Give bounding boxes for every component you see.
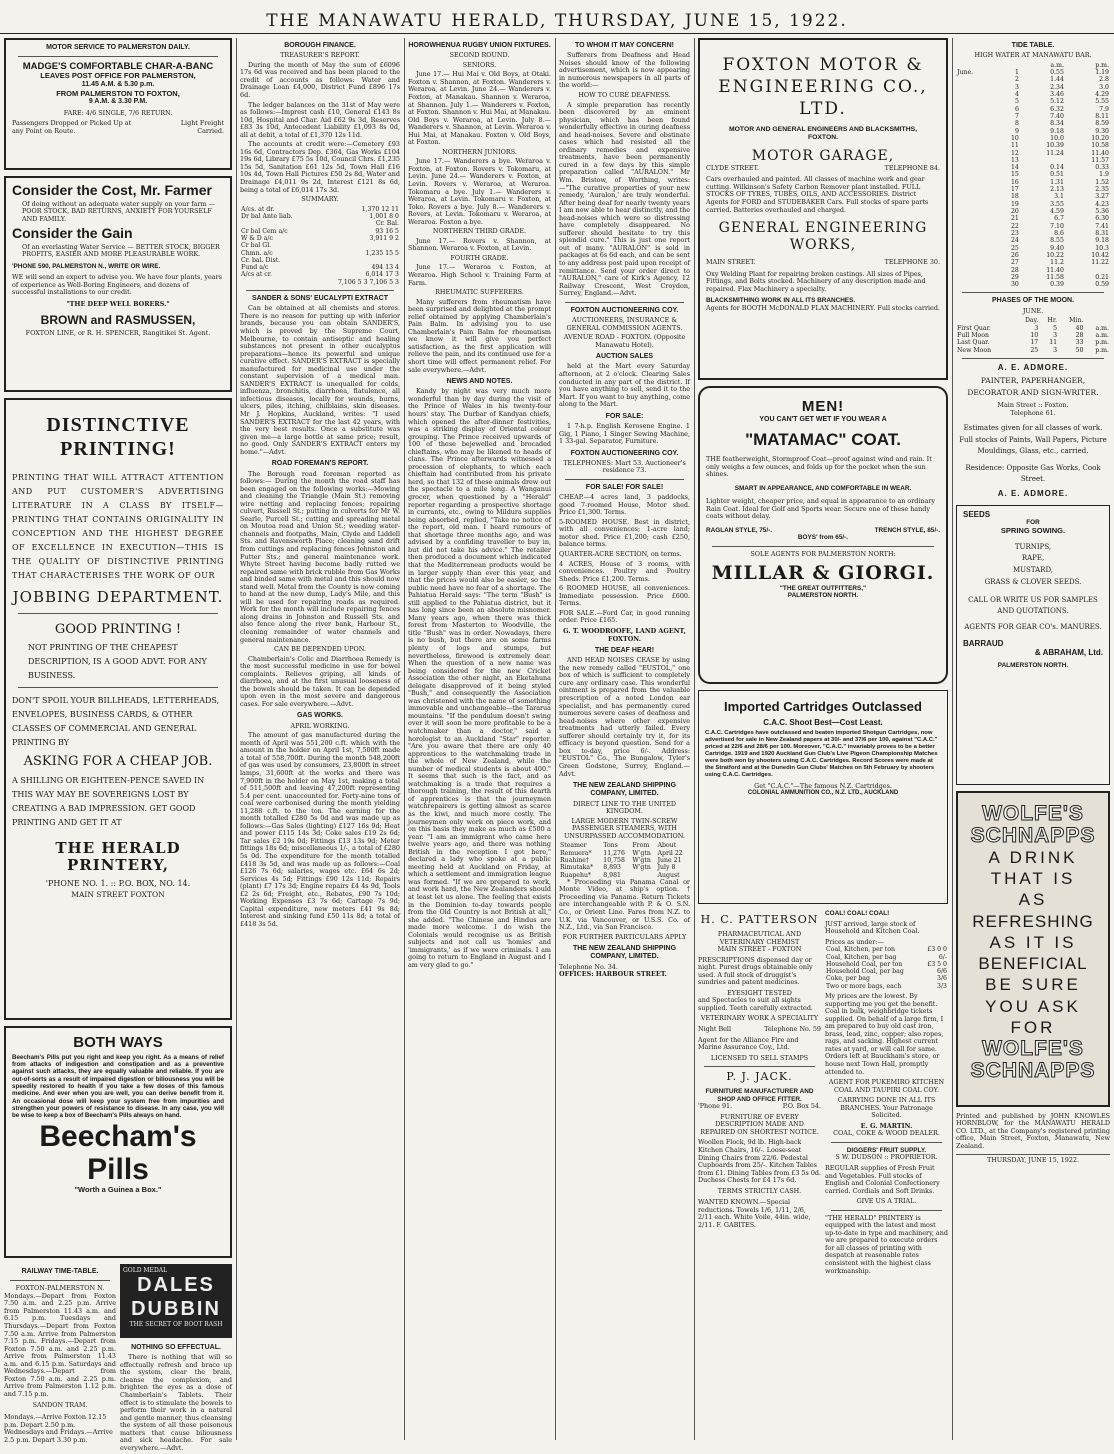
tide-am: 6.32 bbox=[1050, 105, 1064, 113]
cartridges-ad: Imported Cartridges Outclassed C.A.C. Shoot Best—Cost Least. C.A.C. Cartridges have outclassed and beaten imported Shotgun Cartridges, now advertised for sale in New Zealand papers at 30/- and 37/6 per 100, against "C.A.C." priced at 22/6 and 28/6 per 100. Moreover, "C.A.C." invariably proves to be a better Cartridge. 1919 and 1920 Auckland Gun Club's Live Pigeon Championship Matches were both won by shooters using C.A.C. Cartridges. Record Scores were made at the Stratford and at the Dunedin Gun Clubs' Matches on 5th February by shooters using C.A.C. Cartridges. Get "C.A.C."—The famous N.Z. Cartridges. COLONIAL AMMUNITION CO., N.Z. LTD., AUCKLAND bbox=[698, 690, 948, 904]
tide-pm: 5.55 bbox=[1095, 98, 1109, 106]
tide-row bbox=[956, 120, 1110, 127]
tide-month bbox=[956, 150, 997, 157]
tide-row bbox=[956, 252, 1110, 259]
tide-day: 30 bbox=[1011, 281, 1019, 289]
tide-day: 26 bbox=[1011, 251, 1019, 259]
summary-row bbox=[240, 279, 400, 286]
tide-day: 11 bbox=[1011, 142, 1019, 150]
coal-item: Coal, Kitchen, per ton bbox=[826, 946, 895, 954]
tide-month bbox=[956, 179, 997, 186]
tide-day: 12 bbox=[1011, 149, 1019, 157]
tide-month bbox=[956, 98, 997, 105]
dales-dubbin-ad: GOLD MEDAL DALES DUBBIN THE SECRET OF BOOT RASH bbox=[120, 1264, 232, 1338]
moon-phase: First Quar. bbox=[957, 324, 991, 332]
shipping-cell: July 8 bbox=[657, 864, 676, 872]
tide-am: 1.31 bbox=[1050, 178, 1064, 186]
for-sale-item: QUARTER-ACRE SECTION, on terms. bbox=[559, 550, 682, 559]
tide-day: 17 bbox=[1011, 186, 1019, 194]
coal-row bbox=[825, 946, 948, 953]
coal-item: Coke, per bag bbox=[826, 975, 870, 983]
tide-am: 6.7 bbox=[1054, 215, 1064, 223]
matamac-coat-ad: MEN! YOU CAN'T GET WET IF YOU WEAR A "MATAMAC" COAT. THE featherweight, Stormproof Coat—proof against wind and rain. It only weighs a few ounces, and folds up for the pocket when the sun shines. SMART IN APPEARANCE, AND COMFORTABLE IN WEAR. Lighter weight, cheaper price, and equal in appearance to an ordinary Rain Coat. Ideal for Golf and Sports wear. Secure one of these handy coats without delay. RAGLAN STYLE, 75/-. TRENCH STYLE, 85/-. BOYS' from 65/-. SOLE AGENTS FOR PALMERSTON NORTH: MILLAR & GIORGI. "THE GREAT OUTFITTERS," PALMERSTON NORTH. bbox=[698, 386, 948, 684]
tide-am: 11.24 bbox=[1046, 149, 1064, 157]
tide-am: 10.0 bbox=[1050, 134, 1064, 142]
tide-am: 9.18 bbox=[1050, 127, 1064, 135]
moon-ampm: p.m. bbox=[1095, 339, 1109, 347]
tide-pm: 8.31 bbox=[1095, 229, 1109, 237]
tide-row bbox=[956, 98, 1110, 105]
summary-label: Cr. bal. Dist. bbox=[241, 256, 281, 264]
shipping-cell: Remuera* bbox=[560, 849, 592, 857]
tide-day: 18 bbox=[1011, 193, 1019, 201]
summary-value: 93 16 5 bbox=[375, 227, 399, 235]
tide-day: 27 bbox=[1011, 259, 1019, 267]
summary-row bbox=[240, 250, 400, 257]
column-rule bbox=[952, 38, 953, 1440]
shipping-cell: W'gtn bbox=[632, 864, 651, 872]
column-1: MOTOR SERVICE TO PALMERSTON DAILY. MADGE'S COMFORTABLE CHAR-A-BANC LEAVES POST OFFICE FOR PALMERSTON, 11.45 A.M. & 5.30 p.m. FROM PALMERSTON TO FOXTON, 9 A.M. & 3.30 P.M. FARE: 4/6 SINGLE, 7/6 RETURN. Passengers Dropped or Picked Up at any Point on Route. Light Freight Carried. Consider the Cost, Mr. Farmer Of doing without an adequate water supply on your farm — POOR STOCK, BAD RETURNS, ANXIETY FOR YOURSELF AND FAMILY. Consider the Gain Of an everlasting Water Service — BETTER STOCK, BIGGER PROFITS, EASIER AND MORE PLEASURABLE WORK. 'PHONE 590, PALMERSTON N., WRITE OR WIRE. WE will send an expert to advise you. We have four plants, years of experience as Well-Boring Engineers, and dozens of successful installations to our credit. "THE DEEP WELL BORERS." BROWN and RASMUSSEN, FOXTON LINE, or R. H. SPENCER, Rangitikei St. Agent. DISTINCTIVE PRINTING! PRINTING THAT WILL ATTRACT ATTENTION AND PUT CUSTOMER'S ADVERTISING LITERATURE IN A CLASS BY ITSELF—PRINTING THAT CONTAINS ORIGINALITY IN CONCEPTION AND THE HIGHEST DEGREE OF EXCELLENCE IN EXECUTION—THIS IS THE QUALITY OF DISTINCTIVE PRINTING THAT CHARACTERISES THE WORK OF OUR JOBBING DEPARTMENT. GOOD PRINTING ! NOT PRINTING OF THE CHEAPEST DESCRIPTION, IS A GOOD ADVT. FOR ANY BUSINESS. DON'T SPOIL YOUR BILLHEADS, LETTERHEADS, ENVELOPES, BUSINESS CARDS, & OTHER CLASSES OF COMMERCIAL AND GENERAL PRINTING BY ASKING FOR A CHEAP JOB. A SHILLING OR EIGHTEEN-PENCE SAVED IN THIS WAY MAY BE SOVEREIGNS LOST BY CREATING A BAD IMPRESSION. GET GOOD PRINTING AND GET IT AT THE HERALD PRINTERY, 'PHONE NO. 1. :: P.O. BOX, NO. 14. MAIN STREET FOXTON BOTH WAYS Beecham's Pills put you right and keep you right. As a means of relief from attacks of indigestion and constipation and as a preventive against such attacks, they are equally valuable and reliable. If you are out-of-sorts as a result of impaired digestion or biliousness you will be speedily restored to health if you take a few doses of this famous medicine. And ever when you are well, you can derive benefit from it. An occasional dose will keep your system free from impurities and strengthen your powers of resistance to disease. In any case, you will be wise to keep a box of Beecham's Pills always on hand. Beecham's Pills "Worth a Guinea a Box." RAILWAY TIME-TABLE. FOXTON-PALMERSTON N. Mondays.—Depart from Foxton 7.50 a.m. and 2.25 p.m. Arrive from Palmerston 11.43 a.m. and 6.15 p.m. Tuesdays and Thursdays.—Depart from Foxton 7.50 a.m. Arrive from Palmerston 7.15 p.m. Fridays.—Depart from Foxton 7.50 a.m. and 2.25 p.m. Arrive from Palmerston 11.43 a.m. and 6.15 p.m. Saturdays and Wednesdays.—Depart from Foxton 7.50 a.m. and 2.25 p.m. Arrive from Palmerston 1.12 p.m. and 7.15 p.m. SANDON TRAM. Mondays.—Arrive Foxton 12.15 p.m. Depart 2.50 p.m. Wednesdays and Fridays.—Arrive 2.5 p.m. Depart 3.30 p.m. GOLD MEDAL DALES DUBBIN THE SECRET OF BOOT RASH NOTHING SO EFFECTUAL. There is nothing that will so effectually refresh and brace up the system, clear the brain, cleanse the complexion, and brighten the eyes as a dose of Chamberlain's Tablets. Their effect is to stimulate the bowels to perform their work in a natural and gentle manner, thus cleansing the system of all those poisonous matters that cause biliousness and sick headache. For sale everywhere.—Advt. bbox=[4, 38, 232, 1440]
wolfes-schnapps-ad: WOLFE'S SCHNAPPS A DRINK THAT IS AS REFRESHING AS IT IS BENEFICIAL BE SURE YOU ASK FOR WOLFE'S SCHNAPPS bbox=[956, 791, 1110, 1107]
summary-value: Cr. Bal. bbox=[375, 220, 399, 228]
tide-pm: 10.20 bbox=[1091, 134, 1109, 142]
tide-month bbox=[956, 76, 997, 83]
coal-item: Two or more bags, each bbox=[826, 982, 902, 990]
shipping-row bbox=[559, 864, 690, 871]
tide-pm bbox=[1065, 267, 1110, 274]
imprint: Printed and published by JOHN KNOWLES HORNBLOW, for the MANAWATU HERALD CO. LTD., at the Company's registered printing office, Main Street, Foxton, Manawatu, New Zealand. bbox=[956, 1111, 1110, 1150]
for-sale-item: 5-ROOMED HOUSE. Best in district, with all conveniences; 1-acre land; motor shed. Price £1,200; cash £250, balance terms. bbox=[559, 517, 690, 549]
tide-day: 1 bbox=[1014, 69, 1019, 77]
imprint-date: THURSDAY, JUNE 15, 1922. bbox=[956, 1154, 1110, 1165]
tide-month bbox=[956, 171, 997, 178]
tide-day: 25 bbox=[1011, 244, 1019, 252]
tide-day: 10 bbox=[1011, 134, 1019, 142]
tide-day: 21 bbox=[1011, 215, 1019, 223]
tide-row bbox=[956, 150, 1110, 157]
tide-month bbox=[956, 201, 997, 208]
coal-price: £3 5 0 bbox=[927, 960, 947, 968]
shipping-cell: April 22 bbox=[657, 849, 683, 857]
tide-month bbox=[956, 208, 997, 215]
summary-label: A/cs. at dr. bbox=[241, 205, 275, 213]
shipping-cell: Steamer bbox=[560, 842, 587, 850]
tide-month bbox=[956, 157, 997, 164]
tide-row bbox=[956, 245, 1110, 252]
moon-day: 10 bbox=[1030, 331, 1039, 339]
column-rule bbox=[555, 38, 556, 1440]
diggers-fruit-ad: DIGGERS' FRUIT SUPPLY. S W. DUDSON :: PROPRIETOR. REGULAR supplies of Fresh Fruit and Vegetables. Full stocks of English and Colonial Confectionery carried. Cordials and Soft Drinks. GIVE US A TRIAL. bbox=[825, 1146, 940, 1206]
tide-am: 11.40 bbox=[1046, 266, 1064, 274]
tide-day: 7 bbox=[1014, 112, 1019, 120]
tide-pm: 10.42 bbox=[1091, 251, 1109, 259]
shipping-cell: W'gtn bbox=[632, 856, 651, 864]
moon-phase: New Moon bbox=[957, 346, 992, 354]
shipping-cell: From bbox=[632, 842, 650, 850]
tide-am: 3.55 bbox=[1050, 200, 1064, 208]
tide-row bbox=[956, 171, 1110, 178]
tide-month: June. bbox=[957, 69, 974, 77]
moon-row bbox=[956, 339, 1110, 346]
summary-row bbox=[240, 213, 400, 220]
admore-ad: A. E. ADMORE. PAINTER, PAPERHANGER, DECORATOR AND SIGN-WRITER. Main Street :: Foxton. Telephone 61. Estimates given for all classes of work. Full stocks of Paints, Wall Papers, Picture Mouldings, Glass, etc., carried. Residence: Opposite Gas Works, Cook Street. A. E. ADMORE. bbox=[959, 362, 1107, 499]
coal-ad: COAL! COAL! COAL! JUST arrived, large stock of Household and Kitchen Coal. Prices as under:— Coal, Kitchen, per ton £3 0 0 Coal, Kitchen, per bag 6/- Household Coal, per ton £3 5 0 Household Coal, per bag 6/6 Coke, per bag 3/6 Two or more bags, each 3/3 My prices are the lowest. By supporting me you get the benefit. Coal in bulk, weighbridge tickets supplied. On behalf of a large firm, I am prepared to buy old cast iron, brass, lead, zinc, copper; also ropes, rags, and sacking. Highest current rates at yard, or will call for same. Orders left at Bauckham's store, or house next Town Hall, promptly attended to. AGENT FOR PUKEMIRO KITCHEN COAL AND TAUPIRI COAL COY. CARRYING DONE IN ALL ITS BRANCHES. Your Patronage Solicited. E. G. MARTIN. COAL, COKE & WOOD DEALER. bbox=[825, 910, 947, 1138]
moon-ampm: p.m. bbox=[1095, 346, 1109, 354]
tide-row bbox=[956, 157, 1110, 164]
tide-row bbox=[956, 259, 1110, 266]
tide-day: 3 bbox=[1014, 83, 1019, 91]
shipping-cell: Ruahine† bbox=[560, 856, 590, 864]
moon-row bbox=[956, 347, 1110, 354]
summary-value: 1,235 15 5 bbox=[365, 249, 399, 257]
shipping-row bbox=[559, 842, 690, 849]
moon-row bbox=[956, 332, 1110, 339]
tide-am: 4.59 bbox=[1050, 208, 1064, 216]
tide-month bbox=[956, 274, 997, 281]
tide-day: 20 bbox=[1011, 208, 1019, 216]
tide-pm: 4.23 bbox=[1095, 200, 1109, 208]
summary-row bbox=[240, 257, 400, 264]
tide-pm: 7.9 bbox=[1099, 105, 1109, 113]
tide-am: 8.6 bbox=[1054, 229, 1064, 237]
tide-pm: 9.18 bbox=[1095, 237, 1109, 245]
tide-pm: 8.59 bbox=[1095, 120, 1109, 128]
coal-row bbox=[825, 968, 948, 975]
tide-day: 6 bbox=[1014, 105, 1019, 113]
tide-row bbox=[956, 135, 1110, 142]
shipping-row bbox=[559, 857, 690, 864]
railway-timetable: RAILWAY TIME-TABLE. FOXTON-PALMERSTON N. Mondays.—Depart from Foxton 7.50 a.m. and 2.25 p.m. Arrive from Palmerston 11.43 a.m. and 6.15 p.m. Tuesdays and Thursdays.—Depart from Foxton 7.50 a.m. Arrive from Palmerston 7.15 p.m. Fridays.—Depart from Foxton 7.50 a.m. and 2.25 p.m. Arrive from Palmerston 11.43 a.m. and 6.15 p.m. Saturdays and Wednesdays.—Depart from Foxton 7.50 a.m. and 2.25 p.m. Arrive from Palmerston 1.12 p.m. and 7.15 p.m. SANDON TRAM. Mondays.—Arrive Foxton 12.15 p.m. Depart 2.50 p.m. Wednesdays and Fridays.—Arrive 2.5 p.m. Depart 3.30 p.m. bbox=[4, 1268, 116, 1444]
patterson-ad: H. C. PATTERSON PHARMACEUTICAL AND VETERINARY CHEMIST MAIN STREET - FOXTON PRESCRIPTIONS dispensed day or night. Purest drugs obtainable only used. A full stock of druggist's sundries and patent medicines. EYESIGHT TESTED and Spectacles to suit all sights supplied. Teeth carefully extracted. VETERINARY WORK A SPECIALITY Night Bell Telephone No. 59 Agent for the Alliance Fire and Marine Assurance Coy., Ltd. LICENSED TO SELL STAMPS bbox=[698, 913, 821, 1062]
shipping-cell: 8,981 bbox=[603, 871, 621, 879]
tide-pm: 6.30 bbox=[1095, 215, 1109, 223]
moon-phases: PHASES OF THE MOON. JUNE. Day. Hr. Min. First Quar. 3 5 40 a.m. Full Moon 10 3 28 a.m. Last Quar. 17 11 33 p.m. New Moon 25 3 50 p.m. bbox=[957, 297, 1109, 354]
tide-day: 29 bbox=[1011, 273, 1019, 281]
tide-row bbox=[956, 106, 1110, 113]
column-rule bbox=[236, 38, 237, 1440]
moon-min: 28 bbox=[1075, 331, 1084, 339]
seeds-ad: SEEDS FOR SPRING SOWING. TURNIPS, RAPE, MUSTARD, GRASS & CLOVER SEEDS. CALL OR WRITE US FOR SAMPLES AND QUOTATIONS. AGENTS FOR GEAR CO's. MANURES. BARRAUD & ABRAHAM, Ltd. PALMERSTON NORTH. bbox=[956, 505, 1110, 785]
tide-pm: 0.33 bbox=[1095, 164, 1109, 172]
moon-phase: Full Moon bbox=[957, 331, 989, 339]
tide-am: 2.34 bbox=[1050, 83, 1064, 91]
coal-price: £3 0 0 bbox=[927, 946, 947, 954]
moon-hour: 11 bbox=[1049, 339, 1058, 347]
shipping-cell: Rimutaka* bbox=[560, 864, 594, 872]
tide-row bbox=[956, 84, 1110, 91]
summary-value: 7,106 5 3 7,106 5 3 bbox=[337, 278, 399, 286]
tide-am bbox=[1020, 157, 1065, 164]
summary-value: 1,370 12 11 bbox=[361, 205, 399, 213]
tide-day: 5 bbox=[1014, 98, 1019, 106]
coal-price: 3/3 bbox=[937, 982, 947, 990]
tide-day: 22 bbox=[1011, 222, 1019, 230]
summary-row bbox=[240, 271, 400, 278]
moon-ampm: a.m. bbox=[1095, 331, 1109, 339]
column-3: HOROWHENUA RUGBY UNION FIXTURES. SECOND ROUND. SENIORS. June 17.— Hui Mai v. Old Boys, at Otaki. Foxton v. Shannon, at Foxton. Wanderers v. Weraroa, at Levin. June 24.— Wanderers v. Foxton, at Manakau. Shannon v. Weraroa, at Shannon. July 1.— Wanderers v. Foxton, at Foxton. Shannon v. Hui Mai, at Manakau. Old Boys v. Weraroa, at Levin. July 8.— Wanderers v. Shannon, at Levin. Weraroa v. Hui Mai, at Manakau. Foxton v. Old Boys, at Foxton. NORTHERN JUNIORS. June 17.— Wanderers a bye. Weraroa v. Foxton, at Foxton. Rovers v. Tokomaru, at Levin. June 24.— Wanderers v. Foxton, at Levin. Rovers v. Weraroa, at Weraroa. Tokomaru a bye. July 1.— Wanderers v. Weraroa, at Levin. Tokomaru v. Foxton, at Toko. Rovers a bye. July 8.— Wanderers v. Rovers, at Levin. Tokomaru v. Weraroa, at Weraroa. Foxton a bye. NORTHERN THIRD GRADE. June 17.— Rovers v. Shannon, at Shannon. Weraroa v. Foxton, at Levin. FOURTH GRADE. June 17.— Weraroa v. Foxton, at Weraroa. High School v. Training Farm at Farm. RHEUMATIC SUFFERERS. Many sufferers from rheumatism have been surprised and delighted at the prompt relief obtained by applying Chamberlain's Pain Balm. In advising you to use Chamberlain's Pain Balm for rheumatism we know it will give you perfect satisfaction, as the first application will relieve the pain, and its continued use for a short time will effect permanent relief. For sale everywhere.—Advt. NEWS AND NOTES. Kandy by night was very much more wonderful than by day during the visit of the Prince of Wales in his twenty-four hours' stay. The Durbar of Kandyan chiefs, which opened the after-dinner festivities, was a striking display of Oriental colour grouping. The Prince received upwards of 100 of these bejewelled and brocaded chieftains, who may be likened to heads of clans. The Prince afterwards witnessed a procession of elephants, to which each chieftain had contributed from his private herd, so that 132 of these animals drew out the spectacle to a mile long. A Wanganui grocer, when questioned by a "Herald" reporter regarding a prospective shortage in currants, etc., owing to Mildura supplies being absorbed, replied, "Take no notice of the report, old man. I heard rumours of that shortage three months ago, and was advised by a confiding traveller to buy in, but did not take his advice." The retailer then produced a document which indicated that the Mediterranean products would be in larger supply than ever this year, and that the prices would also be easier, so the public need have no fear of a shortage. The Pahiatua Herald says: "The term "Bush" is still applied to the Pahiatua district, but it has long since been an absolute misnomer. Many years ago, when there was thick forest from Masterton to Woodville, the title "Bush" was in order. Nowadays, there is no bush, but there are on some farms plenty of logs and stumps, but nevertheless, firewood is extremely dear. When the question of a new name was being considered for the new Cricket Association the other night, an Eketahuna delegate disapproved of it being styled "Bush," and consequently the Association was christened with the name of something immovable and unchangeable—the Tararua mountains. "If the pendulum doesn't swing over it will soon be more profitable to be a watchmaker than a doctor," said a horologist to an Auckland "Star" reporter. "Are you aware that there are only 40 apprentices to the watchmaking trade in the whole of New Zealand, while the number of medical students is about 400." It seems that such is the fact, and as watchmaking is a trade that requires a thorough training, the result of this dearth of apprentices is that the journeymen watchrepairers is getting almost as scarce as the kiwi, and much more costly. The journeymen only work on piece work, and on this basis they make as much as £500 a year. "I am an immigrant who came here twelve years ago, and there was nothing British in the reception I got here," declared a lady who spoke at a public meeting held at Auckland on Friday, at which a settlement and immigration league was formed. "If we are prepared to work, and work hard, the New Zealanders should at least let us alone. The feeling that exists in the Dominion to-day towards people from the Old Country is not British at all," she added. "The Chinese and Hindus are made more welcome. I do wish the Colonials would recognise us as British subjects and not call us 'homies' and 'immigrants,' as if we were criminals. I am going to return to England in August and I am very glad to go." bbox=[408, 42, 551, 969]
shipping-cell: About bbox=[657, 842, 677, 850]
tide-month bbox=[956, 186, 997, 193]
tide-day: 15 bbox=[1011, 171, 1019, 179]
tide-pm: 11.57 bbox=[1091, 156, 1109, 164]
beechams-pills-ad: BOTH WAYS Beecham's Pills put you right and keep you right. As a means of relief from attacks of indigestion and constipation and as a preventive against such attacks, they are equally valuable and reliable. If you are out-of-sorts as a result of impaired digestion or biliousness you will be speedily restored to health if you take a few doses of this famous medicine. And ever when you are well, you can derive benefit from it. An occasional dose will keep your system free from impurities and strengthen your powers of resistance to disease. In any case, you will be wise to keep a box of Beecham's Pills always on hand. Beecham's Pills "Worth a Guinea a Box." bbox=[4, 1026, 232, 1258]
tide-pm: 0.21 bbox=[1095, 273, 1109, 281]
tide-row bbox=[956, 113, 1110, 120]
shipping-table bbox=[559, 842, 690, 879]
summary-row bbox=[240, 235, 400, 242]
tide-row bbox=[956, 164, 1110, 171]
summary-value bbox=[314, 257, 400, 264]
summary-row bbox=[240, 228, 400, 235]
moon-min: 50 bbox=[1075, 346, 1084, 354]
shipping-cell: August bbox=[657, 871, 680, 879]
tide-month bbox=[956, 120, 997, 127]
coal-row bbox=[825, 983, 948, 990]
tide-am: 7.40 bbox=[1050, 112, 1064, 120]
shipping-cell: 11,276 bbox=[603, 849, 625, 857]
tide-am: 7.10 bbox=[1050, 222, 1064, 230]
moon-day: 25 bbox=[1030, 346, 1039, 354]
tide-pm: 2.8 bbox=[1099, 76, 1109, 84]
tide-pm: 1.19 bbox=[1095, 69, 1109, 77]
seed-item: GRASS & CLOVER SEEDS. bbox=[984, 578, 1082, 587]
tide-pm: 8.11 bbox=[1095, 112, 1109, 120]
tide-pm: 3.0 bbox=[1099, 83, 1109, 91]
column-rule bbox=[404, 38, 405, 1440]
summary-value bbox=[314, 242, 400, 249]
tide-am: 2.13 bbox=[1050, 186, 1064, 194]
tide-am: 3.1 bbox=[1054, 193, 1064, 201]
well-borers-ad: Consider the Cost, Mr. Farmer Of doing without an adequate water supply on your farm — POOR STOCK, BAD RETURNS, ANXIETY FOR YOURSELF AND FAMILY. Consider the Gain Of an everlasting Water Service — BETTER STOCK, BIGGER PROFITS, EASIER AND MORE PLEASURABLE WORK. 'PHONE 590, PALMERSTON N., WRITE OR WIRE. WE will send an expert to advise you. We have four plants, years of experience as Well-Boring Engineers, and dozens of successful installations to our credit. "THE DEEP WELL BORERS." BROWN and RASMUSSEN, FOXTON LINE, or R. H. SPENCER, Rangitikei St. Agent. bbox=[4, 176, 232, 392]
tide-am: 1.44 bbox=[1050, 76, 1064, 84]
tide-month bbox=[956, 230, 997, 237]
summary-row bbox=[240, 206, 400, 213]
tide-am: 0.51 bbox=[1050, 171, 1064, 179]
tide-row bbox=[956, 201, 1110, 208]
summary-label: Cr bal Gl. bbox=[241, 242, 272, 250]
summary-row bbox=[240, 242, 400, 249]
summary-label: Fund a/c bbox=[241, 264, 269, 272]
tide-day: 24 bbox=[1011, 237, 1019, 245]
tide-day: 28 bbox=[1011, 266, 1019, 274]
coal-item: Household Coal, per ton bbox=[826, 960, 903, 968]
tide-am: 11.58 bbox=[1046, 273, 1064, 281]
tide-row bbox=[956, 237, 1110, 244]
tide-pm: 10.58 bbox=[1091, 142, 1109, 150]
tide-pm: 1.52 bbox=[1095, 178, 1109, 186]
column-2: BOROUGH FINANCE. TREASURER'S REPORT. During the month of May the sum of £6096 17s 6d was received and has been placed to the credit of accounts as follows: Water and Drainage Loan £4,000, District Fund £896 17s 6d. The ledger balances on the 31st of May were as follows:—Imprest cash £10, General £143 8s 10d, Hospital and Char. Aid £62 9s 3d, Reserves £83 3s 10d, Antecedent Liability £1,093 8s 0d, all at debit, a total of £1,370 12s 11d. The accounts at credit were:—Cemetery £93 16s 6d, Contractors Dep. £364, Gas Works £104 19s 6d, Library £75 5s 10d, Council Chrs. £1,235 15s 5d, Sanitation £61 12s 5d, Town Hall £16 10s 4d, Town Hall Pictures £50 2s 8d, Water and Drainage £4,011 9s 2d, Interest £121 8s 6d, being a total of £6,014 17s 3d. SUMMARY. A/cs. at dr. 1,370 12 11 Dr bal Ante liab. 1,001 8 0 Cr. Bal. Cr bal Cem a/c 93 16 5 W & D a/c 3,911 9 2 Cr bal Gl. Chmn. a/c 1,235 15 5 Cr. bal. Dist. Fund a/c 494 13 4 A/cs at cr. 6,014 17 3 7,106 5 3 7,106 5 3 SANDER & SONS' EUCALYPTI EXTRACT Can be obtained at all chemists and stores. There is no reason for putting up with inferior brands, because you can obtain SANDER'S, which is proved by the Supreme Court, Melbourne, to contain antiseptic and healing substances not present in other eucalyptus preparations—hence its powerful and unique curative effect. SANDER'S EXTRACT is specially manufactured for medicinal use under the constant supervision of a medical man. SANDER'S EXTRACT is unequalled for colds, influenza, bronchitis, diarrhoea, flatulence, all infectious diseases, locally for wounds, burns, ulcers, piles, itching, chilblains, skin diseases. Mr J. Hopkins, Auckland, writes: "I used SANDER'S EXTRACT for the last 42 years, with the very best results. Once a substitute was given me—a large bottle at same price; result, no good. Only SANDER'S EXTRACT enters my home."—Advt. ROAD FOREMAN'S REPORT. The Borough road foreman reported as follows:— During the month the road staff has been engaged on the following works:—Mowing and cleaning the Triangle (Main St.) removing wire netting and replacing fences; repairing culvert, Russell St.; putting in culverts for Mr W. Searle, Purcell St.; cutting and spreading metal on Moutoa road and Union St.; weeding water-channels and footpaths, Main, Clyde and Liddell Sts. and Ravensworth Place; cleaning sand drift from cuttings and replacing fences Johnston and Futter Sts.; and general maintenance work. Whyte Street having become badly rutted we repaired same with brick rubble from Gas Works and binded same with metal and this should now stand well. Metal from the County is now coming to hand at the new dump, Lady's Mile, and this will be used for repairing roads as required. Work for the month will include repairing fences along drains in Johnston and Russell Sts. and also fence along the river bank, Harbour St., cleaning remainder of water channels and general maintenance. CAN BE DEPENDED UPON. Chamberlain's Colic and Diarrhoea Remedy is the most successful medicine in use for bowel complaints. Relieves griping, all kinds of diarrhoea, and at the first unusual looseness of the bowels should be taken. It can be depended upon even in the most severe and dangerous cases. For sale everywhere.—Advt. GAS WORKS. APRIL WORKING. The amount of gas manufactured during the month of April was 551,200 c.ft. which with the amount in the holder on April 1st, 7,500ft made a total of 558,700ft. During the month 548,200ft of gas was used by consumers, 23,800ft in street lamps, 31,600ft at the works and there was 7,900ft in the holder on May 1st, making a total of 511,500ft and leaving 47,200ft representing 5.4 per cent. unaccounted for. Forty-nine tons of coal were carbonised during the month yielding 11,288 c.ft. to the ton. The earning for the month totalled £280 5s 0d and was made up as follows:—Gas Sales (lighting) £127 16s 9d; Heat and power £115 14s 3d; Coke sales £19 2s 6d; Tar sales £2 19s 0d; Fittings £13 13s 9d; Meter fittings 18s 6d; miscellaneous 1/-, a total of £280 5s 0d. The expenditure for the month totalled £418 3s 5d, and was made up as follows:—Coal £126 7s 6d; salaries, wages etc. £64 6s 2d; Services 4s 5d; Fittings £90 12s 11d; Repairs (plant) £7 17s 3d; Engine repairs £4 4s 9d, Tools £2 2s 6d; Freight, etc., Rebates, £90 7s 10d; Working Expenses £3 7s 6d; Cartage 7s 9d; Capital expenditure, new meters £41 9s 8d; Interest and sinking fund £50 11s 8d; a total of £418 3s 5d. bbox=[240, 42, 400, 928]
for-sale-list bbox=[559, 494, 690, 625]
masthead-rule bbox=[0, 33, 1114, 34]
summary-value: 1,001 8 0 bbox=[369, 212, 399, 220]
tide-day: 19 bbox=[1011, 200, 1019, 208]
tide-month bbox=[956, 193, 997, 200]
shipping-cell: W'gtn bbox=[632, 849, 651, 857]
summary-row bbox=[240, 220, 400, 227]
tide-day: 14 bbox=[1011, 164, 1019, 172]
tide-row bbox=[956, 128, 1110, 135]
tide-month bbox=[956, 84, 997, 91]
tide-row bbox=[956, 281, 1110, 288]
coal-price-table bbox=[825, 946, 948, 990]
moon-phase: Last Quar. bbox=[957, 339, 990, 347]
tide-row bbox=[956, 267, 1110, 274]
tide-row bbox=[956, 274, 1110, 281]
tide-month bbox=[956, 237, 997, 244]
summary-label: W & D a/c bbox=[241, 234, 273, 242]
moon-hour: 3 bbox=[1053, 331, 1058, 339]
moon-ampm: a.m. bbox=[1095, 324, 1109, 332]
coal-price: 3/6 bbox=[937, 975, 947, 983]
tide-row bbox=[956, 186, 1110, 193]
summary-row bbox=[240, 264, 400, 271]
tide-month bbox=[956, 281, 997, 288]
tide-day: 4 bbox=[1014, 91, 1019, 99]
tide-am: 0.55 bbox=[1050, 69, 1064, 77]
moon-hour: 5 bbox=[1053, 324, 1058, 332]
tide-row bbox=[956, 91, 1110, 98]
tide-row bbox=[956, 193, 1110, 200]
tide-pm: 1.9 bbox=[1099, 171, 1109, 179]
tide-month bbox=[956, 215, 997, 222]
column-5: FOXTON MOTOR & ENGINEERING CO., LTD. MOTOR AND GENERAL ENGINEERS AND BLACKSMITHS, FOXTON. MOTOR GARAGE, CLYDE STREET. TELEPHONE 84. Cars overhauled and painted. All classes of machine work and gear cutting. Wilkinson's Safety Carbon Remover plant installed. FULL STOCKS OF TYRES, TUBES, OILS, AND ACCESSORIES. District Agents for FORD and STUDEBAKER Cars. Full stocks of spare parts carried. Batteries overhauled and charged. GENERAL ENGINEERING WORKS, MAIN STREET. TELEPHONE 30. Oxy Welding Plant for repairing broken castings. All sizes of Pipes, Fittings, and Bolts stocked. Machinery of any description made and repaired. Flax Machinery a specialty. BLACKSMITHING WORK IN ALL ITS BRANCHES. Agents for BOOTH McDONALD FLAX MACHINERY. Full stocks carried. MEN! YOU CAN'T GET WET IF YOU WEAR A "MATAMAC" COAT. THE featherweight, Stormproof Coat—proof against wind and rain. It only weighs a few ounces, and folds up for the pocket when the sun shines. SMART IN APPEARANCE, AND COMFORTABLE IN WEAR. Lighter weight, cheaper price, and equal in appearance to an ordinary Rain Coat. Ideal for Golf and Sports wear. Secure one of these handy coats without delay. RAGLAN STYLE, 75/-. TRENCH STYLE, 85/-. BOYS' from 65/-. SOLE AGENTS FOR PALMERSTON NORTH: MILLAR & GIORGI. "THE GREAT OUTFITTERS," PALMERSTON NORTH. Imported Cartridges Outclassed C.A.C. Shoot Best—Cost Least. C.A.C. Cartridges have outclassed and beaten imported Shotgun Cartridges, now advertised for sale in New Zealand papers at 30/- and 37/6 per 100, against "C.A.C." priced at 22/6 and 28/6 per 100. Moreover, "C.A.C." invariably proves to be a better Cartridge. 1919 and 1920 Auckland Gun Club's Live Pigeon Championship Matches were both won by shooters using C.A.C. Cartridges. Record Scores were made at the Stratford and at the Dunedin Gun Clubs' Matches on 5th February by shooters using C.A.C. Cartridges. Get "C.A.C."—The famous N.Z. Cartridges. COLONIAL AMMUNITION CO., N.Z. LTD., AUCKLAND H. C. PATTERSON PHARMACEUTICAL AND VETERINARY CHEMIST MAIN STREET - FOXTON PRESCRIPTIONS dispensed day or night. Purest drugs obtainable only used. A full stock of druggist's sundries and patent medicines. EYESIGHT TESTED and Spectacles to suit all sights supplied. Teeth carefully extracted. VETERINARY WORK A SPECIALITY Night Bell Telephone No. 59 Agent for the Alliance Fire and Marine Assurance Coy., Ltd. LICENSED TO SELL STAMPS P. J. JACK. FURNITURE MANUFACTURER AND SHOP AND OFFICE FITTER. 'Phone 91. P.O. Box 54. FURNITURE OF EVERY DESCRIPTION MADE AND REPAIRED ON SHORTEST NOTICE. Woollen Flock, 9d lb. High-back Kitchen Chairs, 16/-. Loose-seat Dining Chairs from 22/6. Pedestal Cupboards from 25/-. Kitchen Tables from £1. Dining Tables from £3 5s 0d. Duchess Chests for £4 17s 6d. TERMS STRICTLY CASH. WANTED KNOWN.—Special reductions. Towels 1/6, 1/11, 2/6, 2/11 each. White Voile, 44in. wide, 2/11. F. GABITES. COAL! COAL! COAL! JUST arrived, large stock of Household and Kitchen Coal. Prices as under:— Coal, Kitchen, per ton £3 0 0 Coal, Kitchen, per bag 6/- Household Coal, per ton £3 5 0 Household Coal, per bag 6/6 Coke, per bag 3/6 Two or more bags, each 3/3 My prices are the lowest. By supporting me you get the benefit. Coal in bulk, weighbridge tickets supplied. On behalf of a large firm, I am prepared to buy old cast iron, brass, lead, zinc, copper; also ropes, rags, and sacking. Highest current rates at yard, or will call for same. Orders left at Bauckham's store, or house next Town Hall, promptly attended to. AGENT FOR PUKEMIRO KITCHEN COAL AND TAUPIRI COAL COY. CARRYING DONE IN ALL ITS BRANCHES. Your Patronage Solicited. E. G. MARTIN. COAL, COKE & WOOD DEALER. DIGGERS' FRUIT SUPPLY. S W. DUDSON :: PROPRIETOR. REGULAR supplies of Fresh Fruit and Vegetables. Full stocks of English and Colonial Confectionery carried. Cordials and Soft Drinks. GIVE US A TRIAL. "THE HERALD" PRINTERY is equipped with the latest and most up-to-date in type and machinery, and we are prepared to execute orders for all classes of printing with despatch at reasonable rates consistent with the highest class workmanship. bbox=[698, 38, 948, 1440]
tide-day: 23 bbox=[1011, 229, 1019, 237]
column-rule bbox=[694, 38, 695, 1440]
tide-am: 11.2 bbox=[1050, 259, 1064, 267]
tide-am: 0.14 bbox=[1050, 164, 1064, 172]
motor-service-ad: MOTOR SERVICE TO PALMERSTON DAILY. MADGE'S COMFORTABLE CHAR-A-BANC LEAVES POST OFFICE FOR PALMERSTON, 11.45 A.M. & 5.30 p.m. FROM PALMERSTON TO FOXTON, 9 A.M. & 3.30 P.M. FARE: 4/6 SINGLE, 7/6 RETURN. Passengers Dropped or Picked Up at any Point on Route. Light Freight Carried. bbox=[4, 38, 232, 170]
tide-day: 16 bbox=[1011, 178, 1019, 186]
tide-row bbox=[956, 76, 1110, 83]
tide-pm: 3.27 bbox=[1095, 193, 1109, 201]
herald-printery-ad: DISTINCTIVE PRINTING! PRINTING THAT WILL ATTRACT ATTENTION AND PUT CUSTOMER'S ADVERTISING LITERATURE IN A CLASS BY ITSELF—PRINTING THAT CONTAINS ORIGINALITY IN CONCEPTION AND THE HIGHEST DEGREE OF EXCELLENCE IN EXECUTION—THIS IS THE QUALITY OF DISTINCTIVE PRINTING THAT CHARACTERISES THE WORK OF OUR JOBBING DEPARTMENT. GOOD PRINTING ! NOT PRINTING OF THE CHEAPEST DESCRIPTION, IS A GOOD ADVT. FOR ANY BUSINESS. DON'T SPOIL YOUR BILLHEADS, LETTERHEADS, ENVELOPES, BUSINESS CARDS, & OTHER CLASSES OF COMMERCIAL AND GENERAL PRINTING BY ASKING FOR A CHEAP JOB. A SHILLING OR EIGHTEEN-PENCE SAVED IN THIS WAY MAY BE SOVEREIGNS LOST BY CREATING A BAD IMPRESSION. GET GOOD PRINTING AND GET IT AT THE HERALD PRINTERY, 'PHONE NO. 1. :: P.O. BOX, NO. 14. MAIN STREET FOXTON bbox=[4, 398, 232, 1020]
summary-label bbox=[240, 279, 314, 286]
shipping-cell: Tons bbox=[603, 842, 618, 850]
summary-value: 494 13 4 bbox=[371, 264, 399, 272]
tide-month bbox=[956, 259, 997, 266]
for-sale-item: 4 ACRES, House of 3 rooms, with conveniences. Poultry and Poultry Sheds. Price £1,200. Terms. bbox=[559, 559, 690, 583]
shipping-cell: 10,758 bbox=[603, 856, 625, 864]
foxton-motor-ad: FOXTON MOTOR & ENGINEERING CO., LTD. MOTOR AND GENERAL ENGINEERS AND BLACKSMITHS, FOXTON. MOTOR GARAGE, CLYDE STREET. TELEPHONE 84. Cars overhauled and painted. All classes of machine work and gear cutting. Wilkinson's Safety Carbon Remover plant installed. FULL STOCKS OF TYRES, TUBES, OILS, AND ACCESSORIES. District Agents for FORD and STUDEBAKER Cars. Full stocks of spare parts carried. Batteries overhauled and charged. GENERAL ENGINEERING WORKS, MAIN STREET. TELEPHONE 30. Oxy Welding Plant for repairing broken castings. All sizes of Pipes, Fittings, and Bolts stocked. Machinery of any description made and repaired. Flax Machinery a specialty. BLACKSMITHING WORK IN ALL ITS BRANCHES. Agents for BOOTH McDONALD FLAX MACHINERY. Full stocks carried. bbox=[698, 38, 948, 380]
coal-price: 6/- bbox=[938, 953, 947, 961]
tide-day: 13 bbox=[1011, 156, 1019, 164]
tide-table: TIDE TABLE. HIGH WATER AT MANAWATU BAR. a.m. p.m. June. 1 0.55 1.19 2 1.44 2.8 3 2.34 3.0 4 3.46 4.29 5 5.12 5.55 6 6.32 7.9 7 7.40 8.11 8 8.34 8.59 9 9.18 9.30 10 10.0 10.20 11 10.39 10.58 12 11.24 11.40 13 11.57 14 0.14 0.33 15 0.51 1.9 16 1.31 1.52 17 2.13 2.35 18 3.1 3.27 19 3.55 4.23 20 4.59 5.36 21 6.7 6.30 22 7.10 7.41 23 8.6 8.31 24 8.55 9.18 25 9.40 10.3 26 10.22 10.42 27 11.2 11.22 28 11.40 29 11.58 0.21 30 0.39 0.59 bbox=[957, 42, 1109, 289]
pj-jack-ad: P. J. JACK. FURNITURE MANUFACTURER AND SHOP AND OFFICE FITTER. 'Phone 91. P.O. Box 54. FURNITURE OF EVERY DESCRIPTION MADE AND REPAIRED ON SHORTEST NOTICE. Woollen Flock, 9d lb. High-back Kitchen Chairs, 16/-. Loose-seat Dining Chairs from 22/6. Pedestal Cupboards from 25/-. Kitchen Tables from £1. Dining Tables from £3 5s 0d. Duchess Chests for £4 17s 6d. TERMS STRICTLY CASH. bbox=[698, 1070, 822, 1195]
tide-month bbox=[956, 164, 997, 171]
summary-value: 3,911 9 2 bbox=[369, 234, 399, 242]
tide-month bbox=[956, 223, 997, 230]
tide-row bbox=[956, 223, 1110, 230]
for-sale-item: FOR SALE.—Ford Car, in good running order. Price £165. bbox=[559, 608, 690, 625]
moon-hour: 3 bbox=[1053, 346, 1058, 354]
tide-pm: 9.30 bbox=[1095, 127, 1109, 135]
seed-item: RAPE, bbox=[1021, 554, 1045, 563]
tide-am: 3.46 bbox=[1050, 91, 1064, 99]
summary-label: Cr bal Cem a/c bbox=[241, 227, 288, 235]
herald-printery-notice: "THE HERALD" PRINTERY is equipped with the latest and most up-to-date in type and machinery, and we are prepared to execute orders for all classes of printing with despatch at reasonable rates consistent with the highest class workmanship. bbox=[825, 1213, 948, 1275]
tide-day: 2 bbox=[1014, 76, 1019, 84]
coal-row bbox=[825, 975, 948, 982]
tide-am: 8.55 bbox=[1050, 237, 1064, 245]
coal-item: Household Coal, per bag bbox=[826, 968, 904, 976]
coal-price: 6/6 bbox=[937, 968, 947, 976]
for-sale-item: 6 ROOMED HOUSE, all conveniences. Immediate possession. Price £600. Terms. bbox=[559, 584, 690, 608]
summary-table bbox=[240, 206, 400, 286]
tide-month bbox=[956, 91, 997, 98]
tide-row bbox=[956, 179, 1110, 186]
tide-pm: 10.3 bbox=[1095, 244, 1109, 252]
tide-row bbox=[956, 215, 1110, 222]
tide-am: 10.22 bbox=[1046, 251, 1064, 259]
moon-min: 40 bbox=[1075, 324, 1084, 332]
for-sale-item: CHEAP.—4 acres land, 3 paddocks, good 7-roomed House, Motor shed. Price £1,300. Terms. bbox=[559, 493, 690, 517]
moon-day: 17 bbox=[1030, 339, 1039, 347]
moon-day: 3 bbox=[1034, 324, 1039, 332]
shipping-row bbox=[559, 850, 690, 857]
tide-row bbox=[956, 208, 1110, 215]
tide-am: 9.40 bbox=[1050, 244, 1064, 252]
summary-label bbox=[240, 220, 314, 227]
tide-am: 10.39 bbox=[1046, 142, 1064, 150]
coal-row bbox=[825, 954, 948, 961]
tide-row bbox=[956, 230, 1110, 237]
tide-month bbox=[956, 267, 997, 274]
summary-label: Dr bal Ante liab. bbox=[241, 212, 293, 220]
tide-day: 8 bbox=[1014, 120, 1019, 128]
tide-row bbox=[956, 142, 1110, 149]
tide-month bbox=[956, 252, 997, 259]
shipping-cell: Ruapehu* bbox=[560, 871, 592, 879]
tide-pm: 0.59 bbox=[1095, 281, 1109, 289]
tide-month bbox=[956, 106, 997, 113]
tide-pm: 7.41 bbox=[1095, 222, 1109, 230]
tide-month bbox=[956, 113, 997, 120]
tide-pm: 4.29 bbox=[1095, 91, 1109, 99]
summary-label: Chmn. a/c bbox=[241, 249, 273, 257]
shipping-cell: 8,893 bbox=[603, 864, 621, 872]
tide-am: 0.39 bbox=[1050, 281, 1064, 289]
seed-item: MUSTARD, bbox=[1012, 566, 1054, 575]
tide-month bbox=[956, 142, 997, 149]
masthead: THE MANAWATU HERALD, THURSDAY, JUNE 15, 1922. bbox=[266, 11, 848, 31]
tide-pm: 2.35 bbox=[1095, 186, 1109, 194]
tide-month bbox=[956, 245, 997, 252]
summary-label: A/cs at cr. bbox=[241, 271, 273, 279]
tide-row bbox=[956, 69, 1110, 76]
tide-pm: 5.36 bbox=[1095, 208, 1109, 216]
tide-am: 8.34 bbox=[1050, 120, 1064, 128]
tide-pm: 11.40 bbox=[1091, 149, 1109, 157]
column-4: TO WHOM IT MAY CONCERN! Sufferers from Deafness and Head Noises should know of the following advertisement, which is now appearing in numerous newspapers in all parts of the world:— HOW TO CURE DEAFNESS. A simple preparation has recently been discovered by an eminent physician, which has been found wonderfully effective in curing deafness and head-noises. Severe and obstinate cases which had resisted all the ordinary remedies and expensive treatments, have been permanently cured in a few days by this simple preparation called "AURALON." Mr Wm. Bristow, of Worthing, writes:—"The curative properties of your new remedy, 'Auralon,' are truly wonderful. After being deaf for nearly twenty years I am now able to hear distinctly, and the head-noises which were so distressing have completely disappeared. No sufferer should hesitate to try this splendid cure." This is just one report out of many. "AURALON" is sold in packages at 6s 6d each, and can be sent to any address post paid upon receipt of remittance. Send your order direct to "AURALON," care of Kirk's Agency, 12 Railway Crescent, West Croydon, Surrey, England.—Advt. FOXTON AUCTIONEERING COY. AUCTIONEERS, INSURANCE & GENERAL COMMISSION AGENTS. AVENUE ROAD - FOXTON. (Opposite Manawatu Hotel). AUCTION SALES held at the Mart every Saturday afternoon, at 2 o'clock. Clearing Sales conducted in any part of the district. If you have anything to sell, send it to the Mart. If you want to buy anything, come along to the Mart. FOR SALE: 1 7-h.p. English Kerosene Engine. 1 Gig, 1 Piano, 1 Singer Sewing Machine, 1 33-gal. Separator, Furniture. FOXTON AUCTIONEERING COY. TELEPHONES: Mart 53. Auctioneer's residence 73. FOR SALE! FOR SALE! CHEAP.—4 acres land, 3 paddocks, good 7-roomed House, Motor shed. Price £1,300. Terms. 5-ROOMED HOUSE. Best in district, with all conveniences; 1-acre land; motor shed. Price £1,200; cash £250, balance terms. QUARTER-ACRE SECTION, on terms. 4 ACRES, House of 3 rooms, with conveniences. Poultry and Poultry Sheds. Price £1,200. Terms. 6 ROOMED HOUSE, all conveniences. Immediate possession. Price £600. Terms. FOR SALE.—Ford Car, in good running order. Price £165. G. T. WOODROOFE, LAND AGENT, FOXTON. THE DEAF HEAR! AND HEAD NOISES CEASE by using the new remedy called "EUSTOL," one box of which is sufficient to completely cure any ordinary case. This wonderful ointment is prepared from the valuable prescription of a noted London ear specialist, and has permanently cured numerous severe cases of deafness and head-noises where other expensive treatments had utterly failed. Every sufferer should certainly try it, for its efficacy is beyond question. Send for a box to-day, price 6/-. Address: "EUSTOL" Co., The Bungalow, Tyler's Green Godstone, Surrey, England.—Advt. THE NEW ZEALAND SHIPPING COMPANY, LIMITED. DIRECT LINE TO THE UNITED KINGDOM. LARGE MODERN TWIN-SCREW PASSENGER STEAMERS, WITH UNSURPASSED ACCOMMODATION. Steamer Tons From About Remuera* 11,276 W'gtn April 22 Ruahine† 10,758 W'gtn June 21 Rimutaka* 8,893 W'gtn July 8 Ruapehu* 8,981 August * Proceeding via Panama Canal or Monte Video, at ship's option. † Proceeding via Panama. Return Tickets are interchangeable with P. & O. S.N. Co., or Orient Line. Fares from N.Z. to U.K. via Vancouver, or U.S.S. Co. of N.Z., Ltd., via San Francisco. FOR FURTHER PARTICULARS APPLY THE NEW ZEALAND SHIPPING COMPANY, LIMITED. Telephone No. 34. OFFICES: HARBOUR STREET. bbox=[559, 42, 690, 979]
summary-value: 6,014 17 3 bbox=[365, 271, 399, 279]
shipping-cell: June 21 bbox=[657, 856, 682, 864]
moon-row bbox=[956, 325, 1110, 332]
tide-pm: 11.22 bbox=[1091, 259, 1109, 267]
moon-min: 33 bbox=[1075, 339, 1084, 347]
seed-item: TURNIPS, bbox=[1014, 542, 1052, 551]
tide-month bbox=[956, 135, 997, 142]
tide-day: 9 bbox=[1014, 127, 1019, 135]
coal-row bbox=[825, 961, 948, 968]
coal-item: Coal, Kitchen, per bag bbox=[826, 953, 897, 961]
column-6 bbox=[956, 38, 1110, 1440]
tide-month bbox=[956, 128, 997, 135]
tide-am: 5.12 bbox=[1050, 98, 1064, 106]
